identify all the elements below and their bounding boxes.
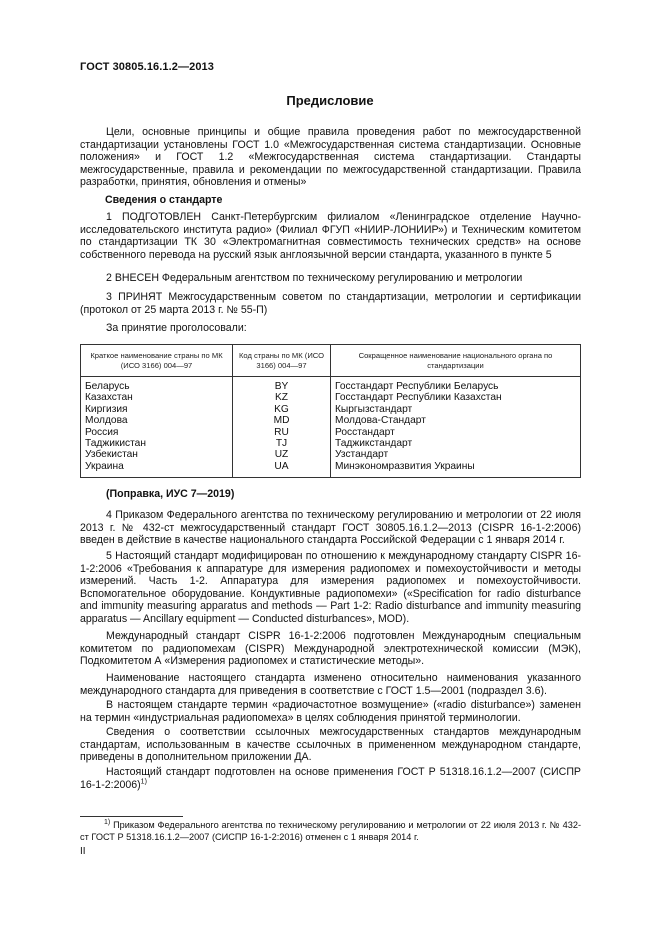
item-1-prepared: 1 ПОДГОТОВЛЕН Санкт-Петербургским филиалом «Ленинградское отделение Научно-исследовательского института радио» (Филиал ФГУП «НИИР-ЛОНИИР») и Техническим комитетом по стандартизации ТК 30 «Электромагнитная совместимость технических средств» на основе собственного перевода на русский язык англоязычной версии стандарта, указанного в пункте 5 [80,211,581,261]
header-country-name: Краткое наименование страны по МК (ИСО 3166) 004—97 [81,345,233,377]
country-cell: Киргизия [81,404,233,415]
table-row [81,461,581,478]
footnote-mark: 1) [104,818,111,826]
basis-paragraph [80,766,581,791]
name-change-paragraph: Наименование настоящего стандарта изменено относительно наименования указанного международного стандарта для приведения в соответствие с ГОСТ 1.5—2001 (подраздел 3.6). [80,672,581,697]
body-cell: Кыргызстандарт [331,404,581,415]
item-5-modified: 5 Настоящий стандарт модифицирован по отношению к международному стандарту CISPR 16-1-2:2006 «Требования к аппаратуре для измерения радиопомех и помехоустойчивости и методы измерений. Часть 1-2. Аппаратура для измерения радиопомех и помехоустойчивости. Вспомогательное оборудование. Кондуктивные радиопомехи» («Specification for radio disturbance and immunity measuring apparatus and methods — Part 1-2: Radio disturbance and immunity measuring apparatus — Ancillary equipment — Conducted disturbances», MOD). [80,550,581,625]
code-cell: KZ [233,392,331,403]
table-row [81,449,581,460]
amendment-note: (Поправка, ИУС 7—2019) [106,488,235,500]
country-cell: Россия [81,427,233,438]
document-code-header: ГОСТ 30805.16.1.2—2013 [80,61,214,73]
code-cell: KG [233,404,331,415]
country-cell: Казахстан [81,392,233,403]
page-number: II [80,846,86,857]
body-cell: Минэкономразвития Украины [331,461,581,478]
table-row [81,438,581,449]
country-cell: Молдова [81,415,233,426]
basis-text: Настоящий стандарт подготовлен на основе применения ГОСТ Р 51318.16.1.2—2007 (СИСПР 16-1-2:2006) [80,766,581,791]
body-cell: Таджикстандарт [331,438,581,449]
footnote-text: Приказом Федерального агентства по техническому регулированию и метрологии от 22 июля 2013 г. № 432-ст ГОСТ Р 51318.16.1.2—2007 (СИСПР 16-1-2:2016) отменен с 1 января 2014 г. [80,820,581,842]
header-national-body: Сокращенное наименование национального органа по стандартизации [331,345,581,377]
voting-states-table [80,344,581,478]
footnote-divider [80,816,183,817]
code-cell: BY [233,377,331,393]
code-cell: MD [233,415,331,426]
code-cell: RU [233,427,331,438]
table-row [81,427,581,438]
code-cell: UA [233,461,331,478]
body-cell: Узстандарт [331,449,581,460]
international-standard-paragraph: Международный стандарт CISPR 16-1-2:2006 подготовлен Международным специальным комитетом по радиопомехам (CISPR) Международной электротехнической комиссии (МЭК), Подкомитетом А «Измерения радиопомех и статистические методы». [80,630,581,668]
table-row [81,415,581,426]
item-2-submitted: 2 ВНЕСЕН Федеральным агентством по техническому регулированию и метрологии [106,272,523,284]
footnote-ref[interactable]: 1) [140,778,147,786]
page-title: Предисловие [286,93,374,108]
term-replacement-paragraph: В настоящем стандарте термин «радиочастотное возмущение» («radio disturbance») заменен на термин «индустриальная радиопомеха» в целях соблюдения принятой терминологии. [80,699,581,724]
country-cell: Беларусь [81,377,233,393]
body-cell: Госстандарт Республики Беларусь [331,377,581,393]
intro-paragraph: Цели, основные принципы и общие правила проведения работ по межгосударственной стандартизации установлены ГОСТ 1.0 «Межгосударственная система стандартизации. Основные положения» и ГОСТ 1.2 «Межгосударственная система стандартизации. Стандарты межгосударственные, правила и рекомендации по межгосударственной стандартизации. Правила разработки, принятия, обновления и отмены» [80,126,581,189]
table-row [81,392,581,403]
voted-label: За принятие проголосовали: [106,322,247,334]
references-paragraph: Сведения о соответствии ссылочных межгосударственных стандартов международным стандартам, использованным в качестве ссылочных в примененном международном стандарте, приведены в дополнительном приложении ДА. [80,726,581,764]
table-row [81,404,581,415]
body-cell: Госстандарт Республики Казахстан [331,392,581,403]
item-3-adopted: 3 ПРИНЯТ Межгосударственным советом по стандартизации, метрологии и сертификации (протокол от 25 марта 2013 г. № 55-П) [80,291,581,316]
country-cell: Таджикистан [81,438,233,449]
body-cell: Росстандарт [331,427,581,438]
table-row [81,377,581,393]
body-cell: Молдова-Стандарт [331,415,581,426]
about-standard-heading: Сведения о стандарте [105,194,223,206]
footnote [80,820,581,843]
code-cell: TJ [233,438,331,449]
item-4-enacted: 4 Приказом Федерального агентства по техническому регулированию и метрологии от 22 июля 2013 г. № 432-ст межгосударственный стандарт ГОСТ 30805.16.1.2—2013 (CISPR 16-1-2:2006) введен в действие в качестве национального стандарта Российской Федерации с 1 января 2014 г. [80,509,581,547]
country-cell: Узбекистан [81,449,233,460]
code-cell: UZ [233,449,331,460]
header-country-code: Код страны по МК (ИСО 3166) 004—97 [233,345,331,377]
table-header-row [81,345,581,377]
country-cell: Украина [81,461,233,478]
